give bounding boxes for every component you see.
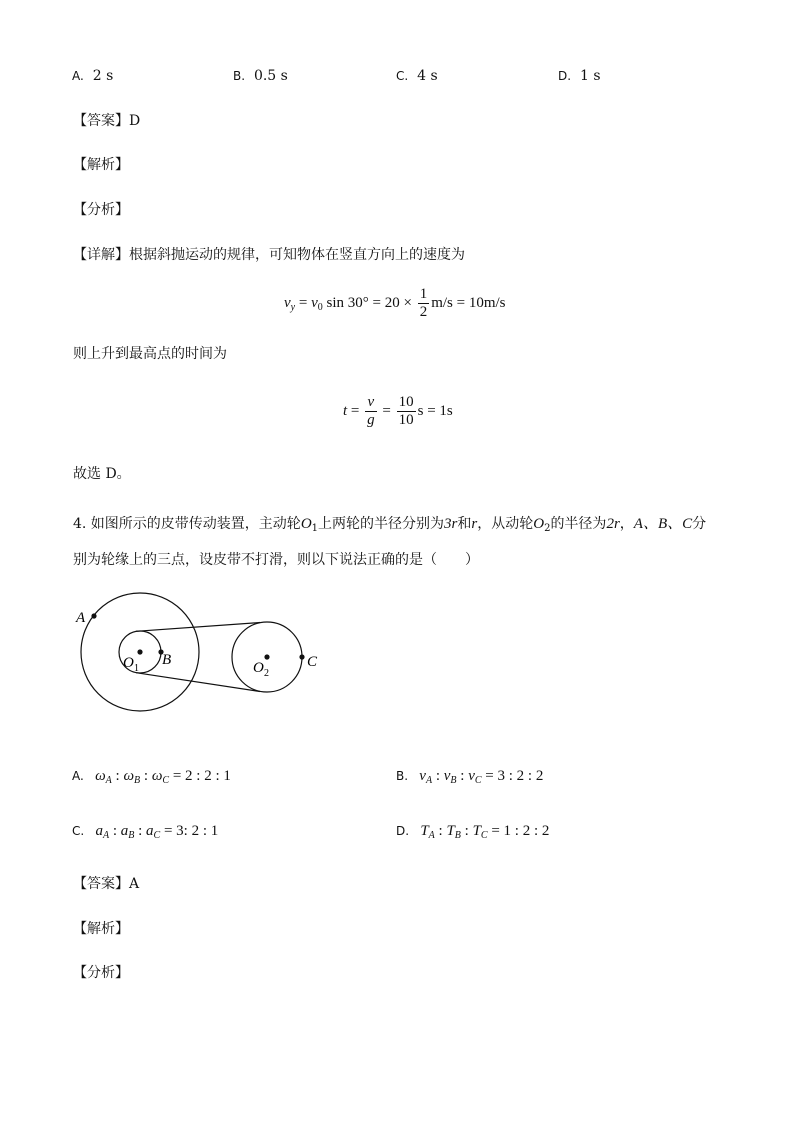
answer-label: 【答案】	[73, 113, 129, 129]
q3-option-c-text: 4 s	[417, 68, 438, 84]
q4-answer	[73, 875, 139, 893]
q4-stem-line2: 别为轮缘上的三点，设皮带不打滑，则以下说法正确的是（ ）	[73, 552, 479, 568]
q3-conclusion: 故选 D。	[73, 466, 131, 482]
equation-vy: $v_y = v_0$ sin 30° = 20 × $\frac{1}{2}$ m/s = 10m/s	[284, 286, 506, 320]
q3-option-c: C. 4 s	[396, 68, 438, 84]
label-o2-sub: 2	[264, 668, 269, 679]
belt-drive-figure	[70, 590, 330, 720]
q3-line2: 则上升到最高点的时间为	[73, 346, 227, 362]
q3-answer	[73, 112, 140, 130]
label-c: C	[307, 654, 318, 670]
label-o2: O	[253, 660, 264, 676]
point-a-dot	[91, 613, 96, 618]
label-o1-sub: 1	[134, 663, 139, 674]
label-b: B	[162, 652, 172, 668]
q3-fenxi-label: 【分析】	[73, 202, 129, 218]
point-c-dot	[299, 654, 304, 659]
q4-option-d: D. $T_A$ : $T_B$ : $T_C = 1$ : 2 : 2	[396, 823, 550, 841]
q4-fenxi-label: 【分析】	[73, 965, 129, 981]
label-o1: O	[123, 655, 134, 671]
q3-option-a: A. 2 s	[72, 68, 114, 84]
q4-option-b: B. $v_A$ : $v_B$ : $v_C = 3$ : 2 : 2	[396, 768, 544, 786]
answer-value: D	[129, 113, 141, 129]
q3-option-b-text: 0.5 s	[253, 68, 288, 84]
q3-option-b: B. 0.5 s	[233, 68, 288, 84]
q3-analysis-label: 【解析】	[73, 157, 129, 173]
label-a: A	[76, 610, 86, 626]
q4-stem-line1: 4. 如图所示的皮带传动装置，主动轮$O_1$上两轮的半径分别为3r和r，从动轮$O_2$的半径为2r，A、B、C分	[73, 516, 707, 534]
q3-option-a-text: 2 s	[92, 68, 114, 84]
point-o1-dot	[137, 649, 142, 654]
q3-detail	[73, 246, 465, 264]
detail-label: 【详解】	[73, 247, 129, 263]
belt-top-line	[136, 623, 260, 632]
answer-value: A	[129, 876, 140, 892]
point-o2-dot	[264, 654, 269, 659]
q4-analysis-label: 【解析】	[73, 921, 129, 937]
q4-option-a: A. $\omega_A$ : $\omega_B$ : $\omega_C = 2$ : 2 : 1	[72, 768, 231, 786]
detail-text: 根据斜抛运动的规律，可知物体在竖直方向上的速度为	[129, 247, 465, 263]
fraction-one-half: $\frac{1}{2}$	[419, 286, 428, 320]
fraction-ten-over-ten: $\frac{10}{10}$	[398, 394, 414, 428]
q3-option-d: D. 1 s	[558, 68, 601, 84]
q3-option-d-text: 1 s	[579, 68, 601, 84]
equation-t: t = $\frac{v}{g}$ = $\frac{10}{10}$ s = 1s	[343, 394, 453, 428]
q4-option-c: C. $a_A$ : $a_B$ : $a_C = 3$: 2 : 1	[72, 823, 219, 841]
answer-label: 【答案】	[73, 876, 129, 892]
belt-bottom-line	[136, 673, 260, 692]
fraction-v-over-g: $\frac{v}{g}$	[367, 394, 375, 428]
